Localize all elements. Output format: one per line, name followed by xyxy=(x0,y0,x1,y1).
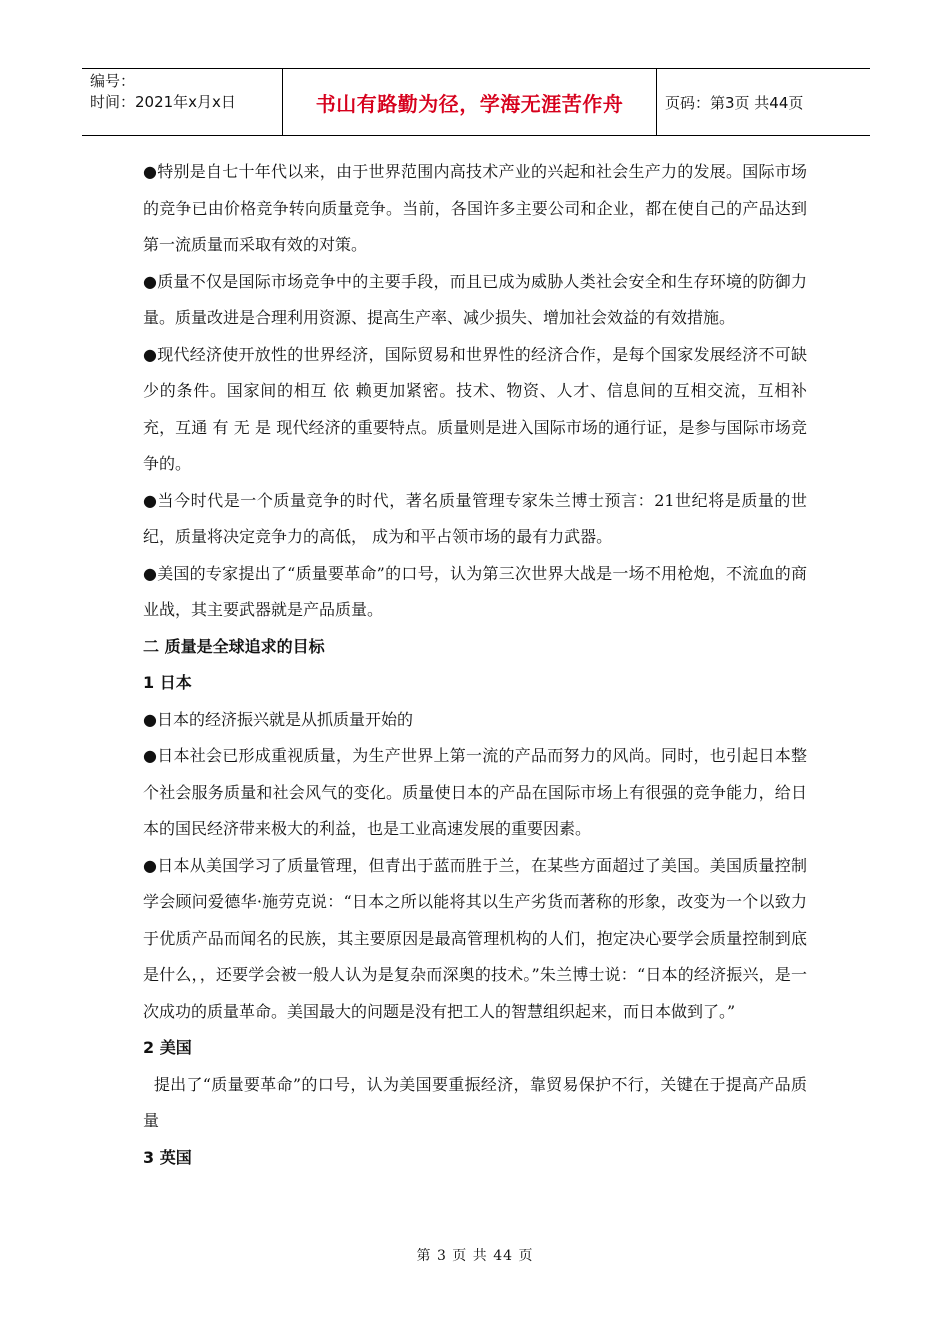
paragraph: ●日本的经济振兴就是从抓质量开始的 xyxy=(143,709,413,729)
paragraph: ●质量不仅是国际市场竞争中的主要手段，而且已成为威胁人类社会安全和生存环境的防御力量。质量改进是合理利用资源、提高生产率、减少损失、增加社会效益的有效措施。 xyxy=(143,271,807,327)
subsection-heading-japan: 1 日本 xyxy=(143,673,192,692)
paragraph: ●日本从美国学习了质量管理，但青出于蓝而胜于兰，在某些方面超过了美国。美国质量控制学会顾问爱德华·施劳克说：“日本之所以能将其以生产劣货而著称的形象，改变为一个以致力于优质产品而闻名的民族，其主要原因是最高管理机构的人们，抱定决心要学会质量控制到底是什么，，还要学会被一般人认为是复杂而深奥的技术。”朱兰博士说：“日本的经济振兴，是一次成功的质量革命。美国最大的问题是没有把工人的智慧组织起来，而日本做到了。” xyxy=(143,855,807,1021)
page-footer: 第 3 页 共 44 页 xyxy=(416,1248,534,1264)
paragraph: 提出了“质量要革命”的口号，认为美国要重振经济，靠贸易保护不行，关键在于提高产品质量 xyxy=(143,1074,807,1130)
document-date: 时间：2021年x月x日 xyxy=(90,93,236,111)
header-page-info: 页码：第3页 共44页 xyxy=(665,93,804,112)
section-heading: 二 质量是全球追求的目标 xyxy=(143,636,325,656)
paragraph: ●现代经济使开放性的世界经济，国际贸易和世界性的经济合作，是每个国家发展经济不可缺少的条件。国家间的相互 依 赖更加紧密。技术、物资、人才、信息间的互相交流，互相补充，互通 有 无 是 现代经济的重要特点。质量则是进入国际市场的通行证，是参与国际市场竞争的。 xyxy=(143,344,807,473)
paragraph: ●美国的专家提出了“质量要革命”的口号，认为第三次世界大战是一场不用枪炮，不流血的商业战，其主要武器就是产品质量。 xyxy=(143,563,807,619)
document-body xyxy=(143,154,807,1176)
paragraph: ●特别是自七十年代以来，由于世界范围内高技术产业的兴起和社会生产力的发展。国际市场的竞争已由价格竞争转向质量竞争。当前，各国许多主要公司和企业，都在使自己的产品达到第一流质量而采取有效的对策。 xyxy=(143,162,807,254)
header-meta xyxy=(82,69,282,135)
header-motto: 书山有路勤为径，学海无涯苦作舟 xyxy=(282,69,657,135)
subsection-heading-uk: 3 英国 xyxy=(143,1147,192,1167)
page-header xyxy=(82,68,870,136)
paragraph: ●日本社会已形成重视质量，为生产世界上第一流的产品而努力的风尚。同时，也引起日本整个社会服务质量和社会风气的变化。质量使日本的产品在国际市场上有很强的竞争能力，给日本的国民经济带来极大的利益，也是工业高速发展的重要因素。 xyxy=(143,746,807,838)
subsection-heading-usa: 2 美国 xyxy=(143,1038,192,1057)
document-number: 编号： xyxy=(90,72,136,90)
paragraph: ●当今时代是一个质量竞争的时代，著名质量管理专家朱兰博士预言：21世纪将是质量的世纪，质量将决定竞争力的高低， 成为和平占领市场的最有力武器。 xyxy=(143,490,807,546)
